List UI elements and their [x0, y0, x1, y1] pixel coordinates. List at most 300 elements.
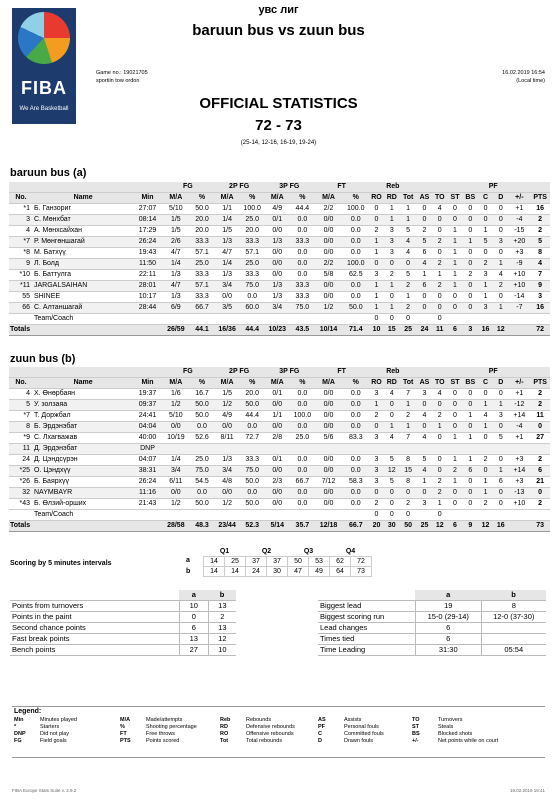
coach-cell: 0	[384, 314, 399, 325]
footer-timestamp: 16.02.2019 18:41	[509, 788, 545, 793]
player-cell: *7	[9, 411, 33, 422]
player-cell: 04:07	[133, 455, 161, 466]
column-header-ma: M/A	[314, 378, 342, 389]
venue: sportiin tow ordon	[96, 78, 140, 84]
player-cell: 1	[478, 477, 493, 488]
player-cell: 1	[417, 477, 432, 488]
player-cell: 0.0	[290, 466, 314, 477]
player-cell: Л. Болд	[33, 259, 133, 270]
player-cell: -4	[508, 422, 530, 433]
player-cell: 16	[530, 204, 550, 215]
player-cell	[508, 444, 530, 455]
quarter-header: Q1	[219, 548, 230, 555]
player-cell: Б. Баярхүү	[33, 477, 133, 488]
player-cell: 0	[384, 499, 399, 510]
player-cell: 3	[417, 499, 432, 510]
column-header-pct: %	[343, 378, 369, 389]
player-cell: 0	[384, 292, 399, 303]
player-cell: 0/0	[314, 400, 342, 411]
player-cell: 0/0	[314, 215, 342, 226]
logo-tagline: We Are Basketball	[19, 106, 69, 112]
player-cell: 12	[384, 466, 399, 477]
player-cell: 4	[493, 270, 508, 281]
player-cell: 3	[369, 466, 384, 477]
interval-cell: 37	[267, 557, 288, 567]
player-cell: 5	[399, 270, 416, 281]
player-cell: 20.0	[240, 389, 264, 400]
legend-meaning: Starters	[40, 724, 60, 730]
player-cell: 0	[399, 488, 416, 499]
team-stats-right	[318, 590, 546, 656]
player-cell: 0.0	[290, 422, 314, 433]
player-cell: 1	[447, 259, 462, 270]
player-cell: У. золзаяа	[33, 400, 133, 411]
player-cell: 1/5	[214, 226, 240, 237]
legend-abbrev: +/-	[412, 738, 419, 744]
player-cell: 0	[463, 477, 478, 488]
player-cell: 1/5	[162, 226, 190, 237]
player-cell: Б. Өлзий-орших	[33, 499, 133, 510]
column-header-tot: Tot	[399, 193, 416, 204]
player-cell	[447, 444, 462, 455]
coach-cell: Team/Coach	[33, 314, 133, 325]
player-cell: 4	[384, 433, 399, 444]
player-cell: 3/5	[214, 303, 240, 314]
player-cell	[369, 444, 384, 455]
player-cell: 5/10	[162, 204, 190, 215]
player-cell: 0	[493, 226, 508, 237]
player-cell: 1	[417, 270, 432, 281]
totals-cell: 23/44	[214, 521, 240, 532]
player-cell: 1/2	[214, 400, 240, 411]
player-cell	[384, 444, 399, 455]
player-cell: 25.0	[240, 215, 264, 226]
header-group-ft: FT	[314, 182, 369, 193]
player-cell: 27	[530, 433, 550, 444]
player-cell: 1	[447, 433, 462, 444]
coach-cell	[162, 314, 190, 325]
totals-cell: 11	[432, 325, 447, 336]
player-cell: С. Мөнхбат	[33, 215, 133, 226]
player-cell	[290, 444, 314, 455]
stat-header-team: a	[179, 590, 208, 601]
totals-cell: 15	[384, 325, 399, 336]
player-cell: 0	[447, 422, 462, 433]
player-cell: 1/5	[162, 215, 190, 226]
player-cell: 33.3	[290, 281, 314, 292]
player-row	[9, 422, 550, 433]
header-group-blank	[508, 182, 550, 193]
player-cell: 0	[417, 215, 432, 226]
league-name: увс лиг	[258, 4, 299, 16]
totals-cell: 66.7	[343, 521, 369, 532]
player-cell: 0	[493, 248, 508, 259]
column-header-ma: M/A	[214, 193, 240, 204]
player-cell: 33.3	[190, 270, 214, 281]
column-header-ma: M/A	[264, 378, 290, 389]
team-a-name: baruun bus (a)	[10, 167, 87, 179]
player-cell: 0	[447, 215, 462, 226]
legend-abbrev: Min	[14, 717, 24, 723]
player-cell: 2	[369, 411, 384, 422]
player-cell: 0	[463, 303, 478, 314]
column-header-pts: PTS	[530, 193, 550, 204]
header-group-2p: 2P FG	[214, 182, 264, 193]
player-cell: 0.0	[290, 499, 314, 510]
player-cell: 1/4	[162, 259, 190, 270]
legend-column	[120, 717, 197, 745]
player-cell: *10	[9, 270, 33, 281]
player-cell: 0.0	[343, 226, 369, 237]
player-cell: 1/1	[264, 411, 290, 422]
player-cell: 1	[369, 281, 384, 292]
totals-row	[9, 325, 550, 336]
player-cell: 0	[463, 400, 478, 411]
player-cell: 8	[399, 455, 416, 466]
header-group-3p: 3P FG	[264, 182, 314, 193]
player-cell: 1	[369, 248, 384, 259]
player-cell: 1	[463, 411, 478, 422]
legend-meaning: Free throws	[146, 731, 176, 737]
player-cell: 1	[447, 455, 462, 466]
player-cell	[478, 444, 493, 455]
legend-meaning: Total rebounds	[246, 738, 283, 744]
header-group-fg: FG	[162, 182, 214, 193]
player-cell: 8	[9, 422, 33, 433]
player-cell: +1	[508, 433, 530, 444]
player-cell: 1/3	[162, 292, 190, 303]
player-cell: 1	[369, 292, 384, 303]
player-cell: 3	[530, 292, 550, 303]
player-cell: 75.0	[240, 466, 264, 477]
coach-cell	[343, 314, 369, 325]
player-cell: 50.0	[240, 477, 264, 488]
legend-column	[14, 717, 77, 745]
player-cell: 0/0	[314, 389, 342, 400]
stat-label: Lead changes	[318, 623, 415, 634]
player-cell: 3	[369, 455, 384, 466]
player-cell: 33.3	[290, 292, 314, 303]
stat-value: 19	[415, 601, 481, 612]
player-cell: 0.0	[290, 259, 314, 270]
team-coach-row	[9, 510, 550, 521]
player-cell: 1/2	[214, 499, 240, 510]
team-b-boxscore	[9, 367, 550, 532]
coach-cell: 0	[432, 510, 447, 521]
coach-cell	[417, 510, 432, 521]
player-cell: 1	[399, 204, 416, 215]
player-cell: 1	[463, 433, 478, 444]
player-cell: Д. Эрдэнэбат	[33, 444, 133, 455]
player-cell: 2	[432, 488, 447, 499]
player-cell: 4/7	[162, 248, 190, 259]
player-cell	[240, 444, 264, 455]
coach-cell	[190, 510, 214, 521]
player-row	[9, 411, 550, 422]
column-header-min: Min	[133, 378, 161, 389]
player-cell: 1/3	[264, 237, 290, 248]
player-cell: 4	[9, 226, 33, 237]
player-cell: 20.0	[190, 215, 214, 226]
player-cell: 0/0	[162, 488, 190, 499]
player-cell: 0	[369, 488, 384, 499]
stat-value: 12	[208, 634, 236, 645]
player-cell: 2	[478, 499, 493, 510]
player-cell: 1	[384, 204, 399, 215]
player-cell: 75.0	[240, 281, 264, 292]
logo-text: FIBA	[21, 78, 67, 98]
player-cell: 1	[369, 237, 384, 248]
player-cell: 1	[399, 422, 416, 433]
player-cell: 0	[432, 248, 447, 259]
totals-cell: 6	[447, 325, 462, 336]
stat-label: Biggest scoring run	[318, 612, 415, 623]
coach-cell	[290, 314, 314, 325]
player-cell: 8	[530, 248, 550, 259]
player-cell: 0	[530, 488, 550, 499]
legend-abbrev: FT	[120, 731, 127, 737]
player-cell: 75.0	[290, 303, 314, 314]
stat-row	[10, 601, 236, 612]
stat-value	[481, 634, 546, 645]
player-cell	[417, 444, 432, 455]
player-cell: М. Батхүү	[33, 248, 133, 259]
player-cell: 5/6	[314, 433, 342, 444]
player-cell: 0/0	[214, 488, 240, 499]
column-header-bs: BS	[463, 378, 478, 389]
player-cell	[343, 444, 369, 455]
coach-cell	[190, 314, 214, 325]
player-cell: 15	[399, 466, 416, 477]
player-cell: 0.0	[343, 488, 369, 499]
player-cell: 0/0	[162, 422, 190, 433]
player-cell: 5	[417, 455, 432, 466]
legend-abbrev: C	[318, 731, 322, 737]
player-cell: 1/2	[162, 499, 190, 510]
column-header-rd: RD	[384, 193, 399, 204]
player-cell: -15	[508, 226, 530, 237]
player-cell: 0	[417, 400, 432, 411]
totals-cell: 48.3	[190, 521, 214, 532]
player-cell: 0	[493, 422, 508, 433]
intervals-label: Scoring by 5 minutes intervals	[10, 560, 112, 567]
player-cell: +14	[508, 466, 530, 477]
legend-abbrev: DNP	[14, 731, 26, 737]
legend-item	[220, 724, 295, 731]
player-cell: 2	[463, 270, 478, 281]
legend-item	[412, 738, 498, 745]
game-number: Game no.: 19021705	[96, 70, 148, 76]
header-group-ft: FT	[314, 367, 369, 378]
stat-value: 10	[179, 601, 208, 612]
player-cell: 50.0	[190, 204, 214, 215]
player-cell: 1/3	[264, 281, 290, 292]
player-cell: 16.7	[190, 389, 214, 400]
player-cell: 0/0	[264, 226, 290, 237]
player-cell: 3/4	[162, 466, 190, 477]
interval-cell: 53	[309, 557, 330, 567]
player-row	[9, 389, 550, 400]
player-cell: 1	[478, 226, 493, 237]
player-cell: 0	[478, 204, 493, 215]
player-cell: 0	[369, 259, 384, 270]
player-cell: 5	[530, 237, 550, 248]
header-group-pf: PF	[478, 182, 509, 193]
player-cell: 1	[478, 281, 493, 292]
legend-abbrev: RO	[220, 731, 229, 737]
team-coach-row	[9, 314, 550, 325]
interval-cell: 62	[330, 557, 351, 567]
player-cell: 1	[447, 226, 462, 237]
player-cell: 0	[417, 204, 432, 215]
footer-version: FIBA Europe Stats Suite v. 2.9.2	[12, 788, 77, 793]
player-cell: 0	[432, 215, 447, 226]
player-cell	[264, 444, 290, 455]
legend-meaning: Net points while on court	[438, 738, 499, 744]
player-cell: 57.1	[190, 248, 214, 259]
player-row	[9, 488, 550, 499]
player-cell: 28:44	[133, 303, 161, 314]
totals-cell	[33, 521, 133, 532]
player-cell: 0.0	[343, 248, 369, 259]
player-cell: 0.0	[290, 215, 314, 226]
coach-cell: 0	[369, 314, 384, 325]
player-cell: 0	[384, 411, 399, 422]
player-cell: 1	[384, 281, 399, 292]
player-cell: 5	[384, 455, 399, 466]
player-cell: 3	[9, 215, 33, 226]
player-cell: 2/2	[314, 204, 342, 215]
stat-header-team: b	[208, 590, 236, 601]
player-cell: 1	[463, 455, 478, 466]
player-cell: 5	[9, 400, 33, 411]
coach-cell	[463, 314, 478, 325]
column-header-pct: %	[190, 193, 214, 204]
player-cell: 6	[417, 281, 432, 292]
player-cell: 0/0	[264, 499, 290, 510]
coach-cell	[343, 510, 369, 521]
quarter-header: Q3	[303, 548, 314, 555]
player-cell: 0	[478, 466, 493, 477]
coach-cell: Team/Coach	[33, 510, 133, 521]
interval-cell: 25	[225, 557, 246, 567]
totals-cell: 73	[530, 521, 550, 532]
header-group-reb: Reb	[369, 367, 417, 378]
legend-abbrev: Reb	[220, 717, 231, 723]
player-cell: 38:31	[133, 466, 161, 477]
column-header-as: AS	[417, 193, 432, 204]
legend-column	[318, 717, 384, 745]
legend-abbrev: FG	[14, 738, 22, 744]
totals-cell: 71.4	[343, 325, 369, 336]
player-cell: 0	[417, 303, 432, 314]
player-cell: 4	[399, 248, 416, 259]
totals-row	[9, 521, 550, 532]
player-cell: 16	[530, 303, 550, 314]
player-cell: 3	[369, 389, 384, 400]
stat-label: Biggest lead	[318, 601, 415, 612]
player-cell: 3	[478, 303, 493, 314]
player-cell: 4/9	[214, 411, 240, 422]
player-cell: 11	[9, 444, 33, 455]
player-cell	[162, 444, 190, 455]
player-cell: 1/4	[162, 455, 190, 466]
legend-abbrev: RD	[220, 724, 228, 730]
player-cell: 2	[530, 400, 550, 411]
column-header-pct: %	[190, 378, 214, 389]
column-header-c: C	[478, 378, 493, 389]
player-cell: 2	[432, 237, 447, 248]
player-cell: 44.4	[290, 204, 314, 215]
player-cell: 19:43	[133, 248, 161, 259]
column-header-no: No.	[9, 193, 33, 204]
player-cell: 5	[493, 433, 508, 444]
column-header-name: Name	[33, 378, 133, 389]
coach-cell	[463, 510, 478, 521]
player-cell: 1/3	[214, 455, 240, 466]
totals-cell: 12	[432, 521, 447, 532]
legend-item	[14, 738, 77, 745]
player-cell: 0.0	[290, 270, 314, 281]
legend-meaning: Did not play	[40, 731, 70, 737]
column-header-c: C	[478, 193, 493, 204]
interval-cell: 50	[288, 557, 309, 567]
coach-cell	[290, 510, 314, 521]
totals-cell: 10	[369, 325, 384, 336]
totals-cell: 16	[493, 521, 508, 532]
player-cell: 40:00	[133, 433, 161, 444]
interval-cell: 14	[204, 567, 225, 577]
player-cell: 0	[384, 259, 399, 270]
player-cell: 6	[493, 477, 508, 488]
coach-cell: 0	[369, 510, 384, 521]
player-cell: 1/5	[214, 389, 240, 400]
player-cell: 0	[493, 204, 508, 215]
player-cell: 62.5	[343, 270, 369, 281]
player-cell: 1	[447, 237, 462, 248]
player-cell: -13	[508, 488, 530, 499]
legend-meaning: Committed fouls	[344, 731, 384, 737]
stat-value: 8	[481, 601, 546, 612]
player-cell: 21:43	[133, 499, 161, 510]
player-cell: 0	[447, 389, 462, 400]
player-cell: 0	[493, 499, 508, 510]
player-cell: 0	[417, 488, 432, 499]
legend-item	[318, 724, 384, 731]
header-group-blank	[508, 367, 550, 378]
player-cell: 33.3	[190, 237, 214, 248]
player-cell: 22:11	[133, 270, 161, 281]
player-cell: 0.0	[240, 488, 264, 499]
column-header-to: TO	[432, 378, 447, 389]
player-cell: 4	[530, 259, 550, 270]
player-cell: 2	[478, 259, 493, 270]
player-cell: 50.0	[343, 303, 369, 314]
totals-cell	[508, 521, 530, 532]
player-cell: 0/0	[314, 292, 342, 303]
column-header-st: ST	[447, 193, 462, 204]
player-cell: 4	[432, 204, 447, 215]
totals-cell	[508, 325, 530, 336]
legend-abbrev: TO	[412, 717, 420, 723]
player-cell: 0	[447, 303, 462, 314]
interval-cell: 73	[351, 567, 372, 577]
totals-cell: 10/23	[264, 325, 290, 336]
stat-row	[318, 601, 546, 612]
totals-cell	[133, 521, 161, 532]
player-cell: 3	[369, 433, 384, 444]
player-row	[9, 433, 550, 444]
